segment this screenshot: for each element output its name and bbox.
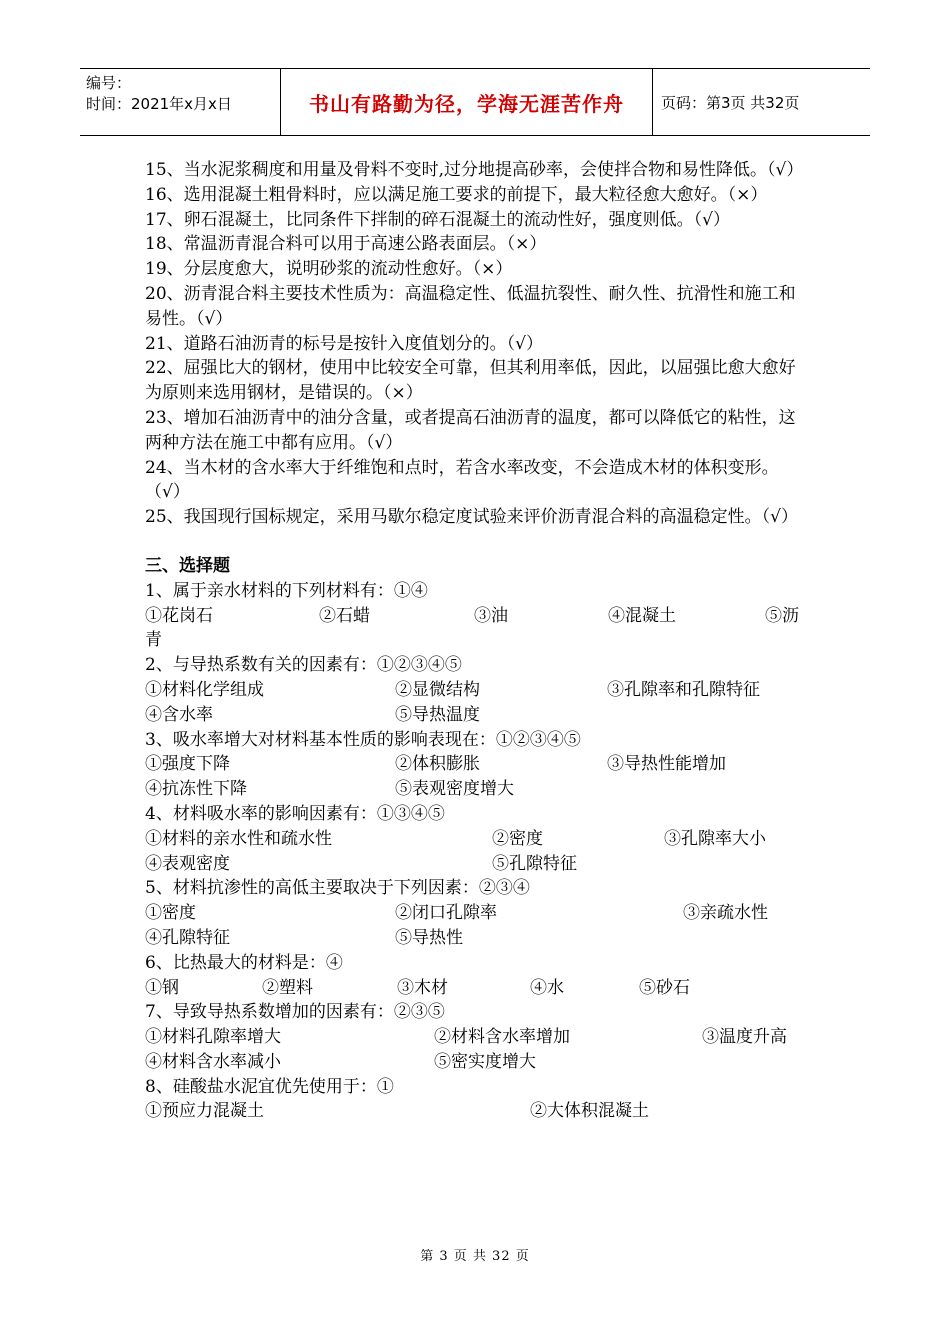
mc-options-1 [145, 604, 805, 629]
option: ⑤孔隙特征 [492, 853, 577, 874]
tf-item-20: 20、沥青混合料主要技术性质为：高温稳定性、低温抗裂性、耐久性、抗滑性和施工和易性。（√） [145, 283, 796, 329]
page-footer: 第 3 页 共 32 页 [420, 1249, 530, 1264]
tf-item-19: 19、分层度愈大，说明砂浆的流动性愈好。（×） [145, 259, 513, 280]
mc-options-7 [145, 1025, 805, 1050]
option: ①密度 [145, 903, 196, 924]
option: ⑤沥 [765, 605, 799, 626]
option: ⑤密实度增大 [434, 1051, 536, 1072]
option: ②大体积混凝土 [530, 1101, 649, 1122]
option: ②材料含水率增加 [434, 1027, 570, 1048]
option: ⑤砂石 [639, 977, 690, 998]
mc-options-5 [145, 901, 805, 926]
option: ③导热性能增加 [607, 754, 726, 775]
page-info: 页码：第3页 共32页 [661, 93, 800, 112]
mc-options-2 [145, 678, 805, 703]
mc-options-4 [145, 827, 805, 852]
tf-item-18: 18、常温沥青混合料可以用于高速公路表面层。（×） [145, 234, 547, 255]
header-table [80, 68, 870, 136]
option: ②塑料 [262, 977, 313, 998]
option: ④含水率 [145, 704, 213, 725]
tf-item-15: 15、当水泥浆稠度和用量及骨料不变时,过分地提高砂率，会使拌合物和易性降低。（√） [145, 160, 804, 180]
tf-item-17: 17、卵石混凝土，比同条件下拌制的碎石混凝土的流动性好，强度则低。（√） [145, 209, 730, 230]
option: ①预应力混凝土 [145, 1101, 264, 1122]
option: ③油 [474, 605, 508, 626]
mc-question-8: 8、硅酸盐水泥宜优先使用于：① [145, 1076, 394, 1097]
header-left-cell [80, 69, 281, 135]
mc-question-2: 2、与导热系数有关的因素有：①②③④⑤ [145, 655, 462, 676]
option: ③孔隙率大小 [664, 828, 766, 849]
mc-options-3 [145, 752, 805, 777]
mc-options-8 [145, 1099, 805, 1124]
tf-item-21: 21、道路石油沥青的标号是按针入度值划分的。（√） [145, 333, 543, 354]
option: ①材料孔隙率增大 [145, 1027, 281, 1048]
option: ①强度下降 [145, 754, 230, 775]
option: ③温度升高 [702, 1027, 787, 1048]
number-label: 编号： [86, 74, 132, 92]
mc-options-5b [145, 926, 805, 951]
mc-options-3b [145, 777, 805, 802]
option: ④孔隙特征 [145, 927, 230, 948]
header-motto-cell [281, 69, 653, 135]
motto: 书山有路勤为径，学海无涯苦作舟 [309, 91, 624, 116]
tf-item-23: 23、增加石油沥青中的油分含量，或者提高石油沥青的温度，都可以降低它的粘性，这两种方法在施工中都有应用。（√） [145, 407, 796, 453]
option: ④水 [530, 977, 564, 998]
mc-question-6: 6、比热最大的材料是：④ [145, 952, 343, 973]
option: ⑤导热温度 [395, 704, 480, 725]
mc-question-1: 1、属于亲水材料的下列材料有：①④ [145, 580, 428, 601]
option: ④抗冻性下降 [145, 779, 247, 800]
time-label: 时间：2021年x月x日 [86, 95, 232, 113]
option: ④材料含水率减小 [145, 1051, 281, 1072]
option: ②显微结构 [395, 679, 480, 700]
document-body [145, 158, 805, 1124]
option: ④表观密度 [145, 853, 230, 874]
header-page-cell [653, 69, 870, 135]
option: ③孔隙率和孔隙特征 [607, 679, 760, 700]
mc-options-6 [145, 976, 805, 1001]
option: ③亲疏水性 [683, 903, 768, 924]
mc-options-1-wrap: 青 [145, 630, 162, 651]
mc-options-2b [145, 703, 805, 728]
option: ②闭口孔隙率 [395, 903, 497, 924]
option: ⑤表观密度增大 [395, 779, 514, 800]
option: ③木材 [397, 977, 448, 998]
tf-item-16: 16、选用混凝土粗骨料时，应以满足施工要求的前提下，最大粒径愈大愈好。（×） [145, 184, 768, 205]
option: ②体积膨胀 [395, 754, 480, 775]
option: ⑤导热性 [395, 927, 463, 948]
option: ①材料的亲水性和疏水性 [145, 828, 332, 849]
option: ①花岗石 [145, 605, 213, 626]
option: ①材料化学组成 [145, 679, 264, 700]
tf-item-22: 22、屈强比大的钢材，使用中比较安全可靠，但其利用率低，因此，以屈强比愈大愈好为原则来选用钢材，是错误的。（×） [145, 358, 796, 404]
mc-question-4: 4、材料吸水率的影响因素有：①③④⑤ [145, 803, 445, 824]
tf-item-24: 24、当木材的含水率大于纤维饱和点时，若含水率改变，不会造成木材的体积变形。（√） [145, 457, 779, 503]
option: ②石蜡 [319, 605, 370, 626]
mc-options-7b [145, 1050, 805, 1075]
mc-question-7: 7、导致导热系数增加的因素有：②③⑤ [145, 1002, 445, 1023]
section-title: 三、选择题 [145, 555, 230, 576]
option: ②密度 [492, 828, 543, 849]
option: ①钢 [145, 977, 179, 998]
mc-options-4b [145, 852, 805, 877]
mc-question-3: 3、吸水率增大对材料基本性质的影响表现在：①②③④⑤ [145, 729, 581, 750]
tf-item-25: 25、我国现行国标规定，采用马歇尔稳定度试验来评价沥青混合料的高温稳定性。（√） [145, 507, 798, 528]
option: ④混凝土 [608, 605, 676, 626]
mc-question-5: 5、材料抗渗性的高低主要取决于下列因素：②③④ [145, 878, 530, 899]
